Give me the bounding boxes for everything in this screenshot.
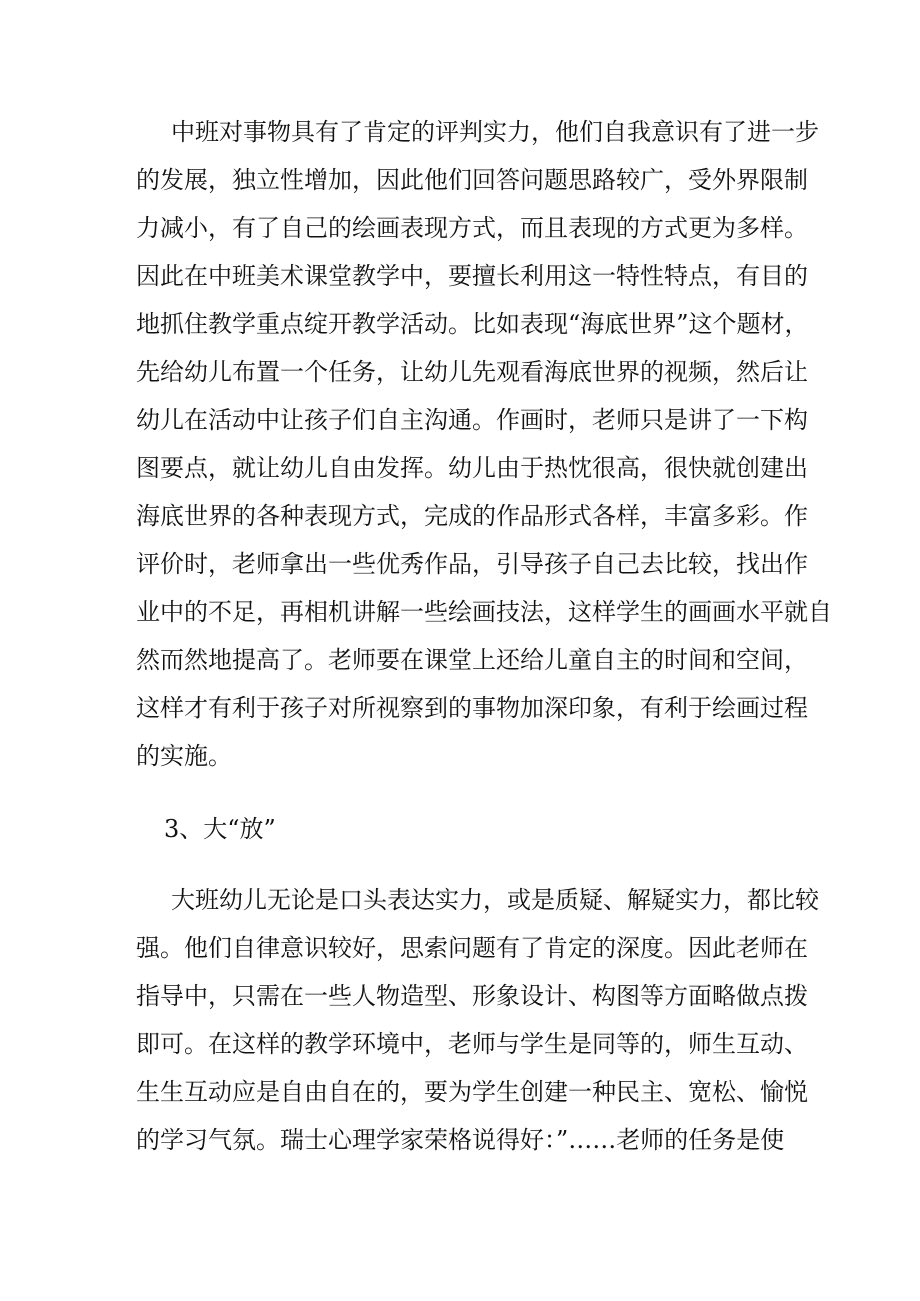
paragraph-line: 力减小，有了自己的绘画表现方式，而且表现的方式更为多样。 xyxy=(136,214,808,242)
paragraph-line: 即可。在这样的教学环境中，老师与学生是同等的，师生互动、 xyxy=(136,1030,808,1058)
paragraph-line: 大班幼儿无论是口头表达实力，或是质疑、解疑实力，都比较 xyxy=(171,886,819,914)
paragraph-line: 地抓住教学重点绽开教学活动。比如表现“海底世界”这个题材， xyxy=(136,310,809,338)
paragraph-line: 这样才有利于孩子对所视察到的事物加深印象，有利于绘画过程 xyxy=(136,694,808,722)
paragraph-line: 先给幼儿布置一个任务，让幼儿先观看海底世界的视频，然后让 xyxy=(136,358,808,386)
paragraph-line: 强。他们自律意识较好，思索问题有了肯定的深度。因此老师在 xyxy=(136,934,808,962)
paragraph-line: 海底世界的各种表现方式，完成的作品形式各样，丰富多彩。作 xyxy=(136,502,808,530)
paragraph-line: 业中的不足，再相机讲解一些绘画技法，这样学生的画画水平就自 xyxy=(136,598,832,626)
paragraph-line: 的发展，独立性增加，因此他们回答问题思路较广，受外界限制 xyxy=(136,166,808,194)
paragraph-line: 评价时，老师拿出一些优秀作品，引导孩子自己去比较，找出作 xyxy=(136,550,808,578)
section-heading: 3、大“放” xyxy=(164,815,276,843)
paragraph-line: 的学习气氛。瑞士心理学家荣格说得好：”……老师的任务是使 xyxy=(136,1126,785,1154)
paragraph-line: 因此在中班美术课堂教学中，要擅长利用这一特性特点，有目的 xyxy=(136,262,808,290)
paragraph-line: 然而然地提高了。老师要在课堂上还给儿童自主的时间和空间， xyxy=(136,646,808,674)
paragraph-line: 幼儿在活动中让孩子们自主沟通。作画时，老师只是讲了一下构 xyxy=(136,406,808,434)
paragraph-line: 生生互动应是自由自在的，要为学生创建一种民主、宽松、愉悦 xyxy=(136,1078,808,1106)
paragraph-line: 指导中，只需在一些人物造型、形象设计、构图等方面略做点拨 xyxy=(136,982,808,1010)
paragraph-line: 中班对事物具有了肯定的评判实力，他们自我意识有了进一步 xyxy=(171,118,819,146)
paragraph-line: 图要点，就让幼儿自由发挥。幼儿由于热忱很高，很快就创建出 xyxy=(136,454,808,482)
paragraph-line: 的实施。 xyxy=(136,742,232,770)
